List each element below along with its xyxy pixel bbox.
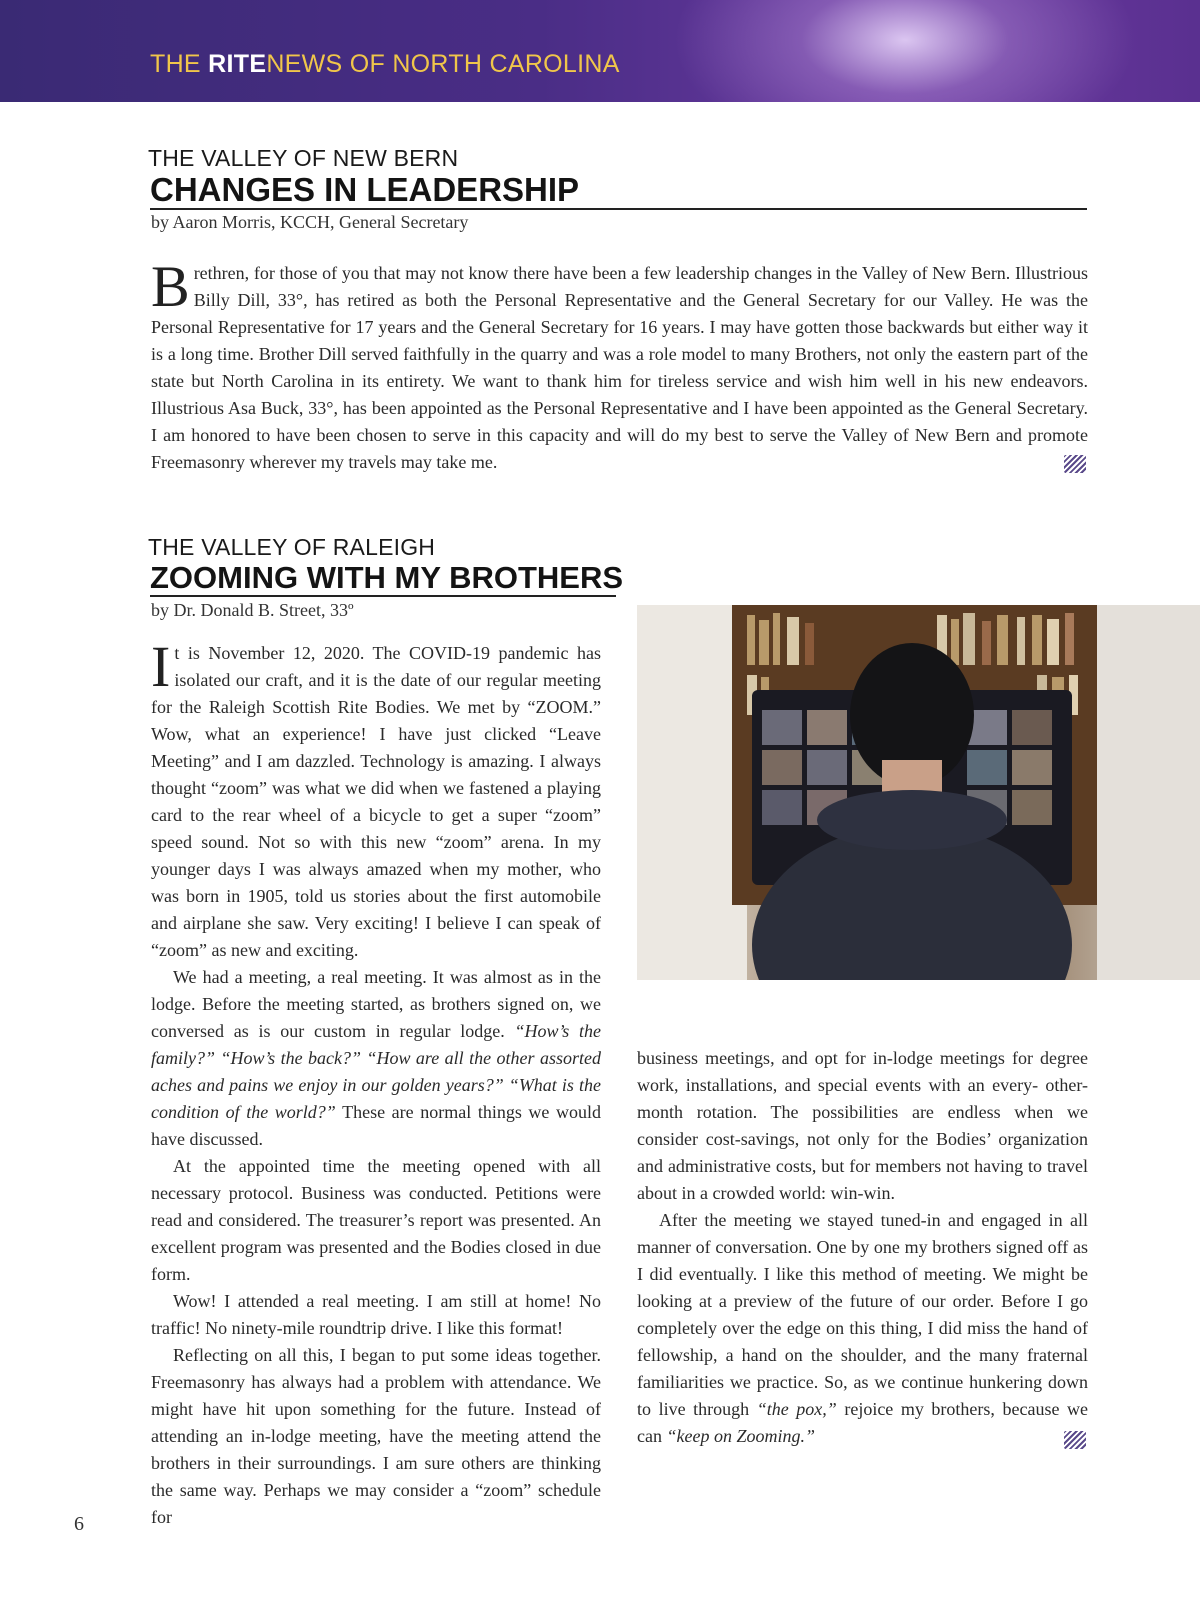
article1-text: rethren, for those of you that may not know there have been a few leadership changes in the Valley of New Bern. Illustrious Billy Dill, 33°, has retired as both the Personal Representative and the General Secretary for our Valley. He was the Personal Representative for 17 years and the General Secretary for 16 years. I may have gotten those backwards but either way it is a long time. Brother Dill served faithfully in the quarry and was a role model to many Brothers, not only the eastern part of the state but North Carolina in its entirety. We want to thank him for tireless service and wish him well in his new endeavors. Illustrious Asa Buck, 33°, has been appointed as the Personal Representative and I have been appointed as the General Secretary. I am honored to have been chosen to serve in this capacity and will do my best to serve the Valley of New Bern and promote Freemasonry wherever my travels may take me. — [151, 263, 1088, 472]
article2-paragraph-7-italic1: “the pox,” — [756, 1399, 837, 1419]
article2-kicker: THE VALLEY OF RALEIGH — [148, 534, 436, 560]
end-mark-icon — [1064, 1431, 1086, 1449]
photo-illustration — [637, 605, 1200, 980]
title-prefix: THE — [150, 50, 201, 78]
article1-dropcap: B — [151, 254, 190, 319]
article2-paragraph-1: t is November 12, 2020. The COVID-19 pandemic has isolated our craft, and it is the date of our regular meeting for the Raleigh Scottish Rite Bodies. We met by “ZOOM.” Wow, what an experience! I have just clicked “Leave Meeting” and I am dazzled. Technology is amazing. I always thought “zoom” was what we did when we fastened a playing card to the rear wheel of a bicycle to get a super “zoom” speed sound. Not so with this new “zoom” arena. In my younger days I was always amazed when my mother, who was born in 1905, told us stories about the first automobile and airplane she saw. Very exciting! I believe I can speak of “zoom” as new and exciting. — [151, 643, 601, 960]
article2-paragraph-7-italic2: “keep on Zooming.” — [666, 1426, 815, 1446]
article1-byline: by Aaron Morris, KCCH, General Secretary — [151, 212, 469, 232]
article2-paragraph-3: At the appointed time the meeting opened with all necessary protocol. Business was conducted. Petitions were read and considered. The treasurer’s report was presented. An excellent program was presented and the Bodies closed in due form. — [151, 1156, 601, 1284]
header-banner — [0, 0, 1200, 102]
article2-paragraph-5: Reflecting on all this, I began to put some ideas together. Freemasonry has always had a problem with attendance. We might have hit upon something for the future. Instead of attending an in-lodge meeting, have the meeting attend the brothers in their surroundings. I am sure others are thinking the same way. Perhaps we may consider a “zoom” schedule for — [151, 1345, 601, 1527]
page-number: 6 — [74, 1513, 84, 1535]
zoom-meeting-photo — [637, 605, 1200, 980]
article1-kicker: THE VALLEY OF NEW BERN — [148, 145, 459, 171]
article2-paragraph-7b: rejoice my brothers, because we can — [637, 1399, 1088, 1446]
article2-column-right — [637, 1045, 1088, 1450]
article2-paragraph-4: Wow! I attended a real meeting. I am still at home! No traffic! No ninety-mile roundtrip drive. I like this format! — [151, 1291, 601, 1338]
article2-paragraph-7a: After the meeting we stayed tuned-in and engaged in all manner of conversation. One by one my brothers signed off as I did eventually. I like this method of meeting. We might be looking at a preview of the future of our order. Before I go completely over the edge on this thing, I did miss the hand of fellowship, a hand on the shoulder, and the many fraternal familiarities we practice. So, as we continue hunkering down to live through — [637, 1210, 1088, 1419]
article2-column-left — [151, 634, 602, 1531]
article2-byline: by Dr. Donald B. Street, 33º — [151, 600, 354, 620]
title-rite: RITE — [208, 50, 267, 78]
article2-paragraph-2b: These are normal things we would have discussed. — [151, 1102, 602, 1149]
article2-paragraph-2-italic: “How’s the family?” “How’s the back?” “How are all the other assorted aches and pains we enjoy in our golden years?” “What is the condition of the world?” — [151, 1021, 601, 1122]
article1-headline: CHANGES IN LEADERSHIP — [150, 173, 1087, 210]
article1-body — [151, 254, 1088, 476]
publication-title — [150, 50, 620, 79]
article2-dropcap: I — [151, 634, 171, 699]
title-suffix: NEWS OF NORTH CAROLINA — [266, 50, 620, 78]
article2-paragraph-2a: We had a meeting, a real meeting. It was almost as in the lodge. Before the meeting started, as brothers signed on, we conversed as is our custom in regular lodge. — [151, 967, 601, 1041]
end-mark-icon — [1064, 455, 1086, 473]
article2-headline: ZOOMING WITH MY BROTHERS — [150, 560, 624, 595]
article2-paragraph-6: business meetings, and opt for in-lodge meetings for degree work, installations, and special events with an every- other-month rotation. The possibilities are endless when we consider cost-savings, not only for the Bodies’ organization and administrative costs, but for members not having to travel about in a crowded world: win-win. — [637, 1048, 1088, 1203]
